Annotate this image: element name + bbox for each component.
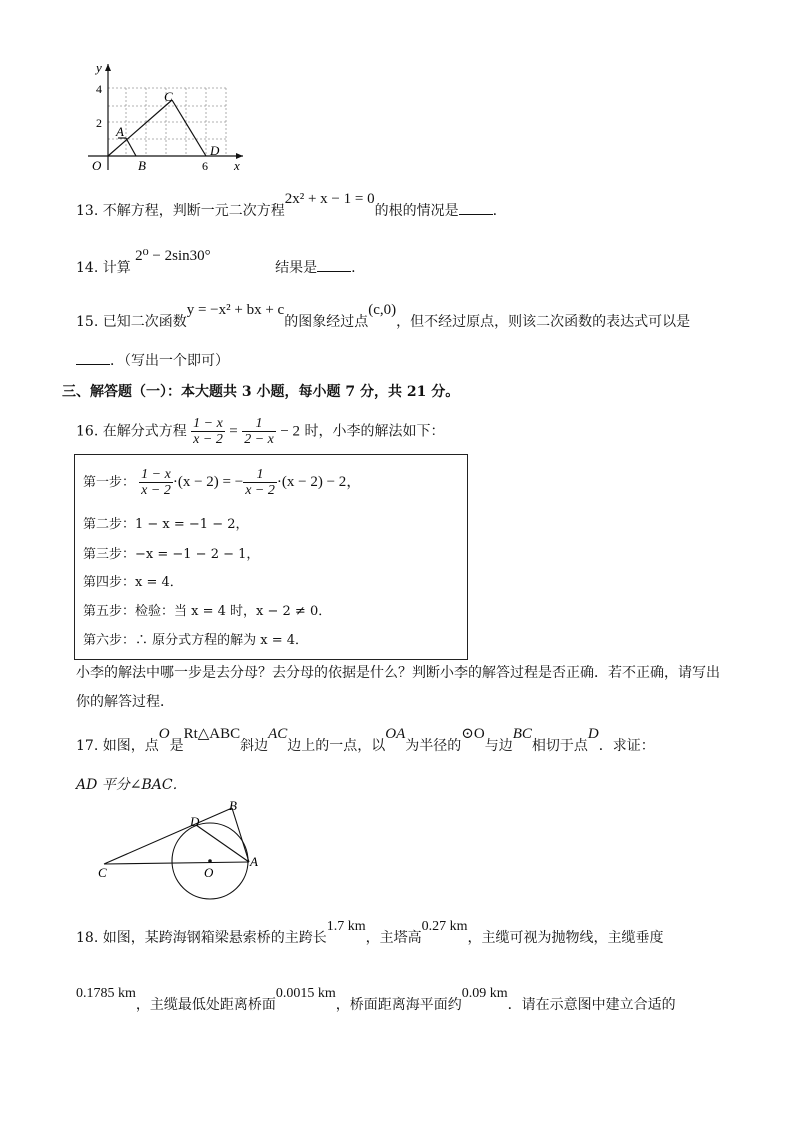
q13-end: . xyxy=(492,203,498,219)
step-1-frac-b-den: x − 2 xyxy=(245,483,275,498)
q18-p2: ，主塔高 xyxy=(365,930,422,946)
tick-6: 6 xyxy=(202,159,208,173)
q16-frac1-den: x − 2 xyxy=(193,432,223,447)
q18-p3: ，主缆可视为抛物线，主缆垂度 xyxy=(467,930,664,946)
q15-point: (c,0) xyxy=(368,302,397,318)
q17-onpoint: 边上的一点，以 xyxy=(287,738,386,754)
step-3: 第三步：−x = −1 − 2 − 1， xyxy=(83,547,260,562)
q18-p6: ．请在示意图中建立合适的 xyxy=(507,997,676,1013)
q16-frac2-den: 2 − x xyxy=(244,432,274,447)
step-5: 第五步：检验：当 x = 4 时，x − 2 ≠ 0． xyxy=(83,604,332,619)
fig-c-label: C xyxy=(98,865,107,880)
q14-suffix: 结果是 xyxy=(275,260,318,276)
q17-prove: ．求证： xyxy=(598,738,655,754)
point-c-label: C xyxy=(164,89,173,104)
tick-2: 2 xyxy=(96,116,102,130)
q17-bc: BC xyxy=(512,726,532,742)
q14-prefix: 14. 计算 xyxy=(76,260,131,276)
question-16-ask-line2: 你的解答过程． xyxy=(76,694,174,710)
q18-low: 0.0015 km xyxy=(275,986,336,1001)
q18-sag: 0.1785 km xyxy=(76,986,136,1001)
q17-radius: 为半径的 xyxy=(405,738,462,754)
q16-prefix: 16. 在解分式方程 xyxy=(76,423,187,440)
q16-frac1-num: 1 − x xyxy=(193,416,223,431)
q15-answer-blank xyxy=(76,350,110,365)
coordinate-figure xyxy=(78,58,258,176)
q16-frac1 xyxy=(191,416,225,447)
q18-deck: 0.09 km xyxy=(461,986,508,1001)
step-1-frac-a-den: x − 2 xyxy=(141,483,171,498)
triangle-circle-figure xyxy=(92,800,272,900)
fig-o-label: O xyxy=(204,865,214,880)
q15-line2-text: ．（写出一个即可） xyxy=(110,353,229,369)
q17-ac: AC xyxy=(268,726,288,742)
q17-hyp: 斜边 xyxy=(240,738,269,754)
question-17-line2: AD 平分∠BAC． xyxy=(76,777,187,793)
step-1-mid: ·(x − 2) = − xyxy=(172,474,244,490)
question-14 xyxy=(76,248,356,278)
step-1-label: 第一步： xyxy=(83,475,136,490)
step-1-frac-a-num: 1 − x xyxy=(141,467,171,482)
q18-p5: ，桥面距离海平面约 xyxy=(335,997,462,1013)
q14-expression: 2⁰ − 2sin30° xyxy=(135,248,211,264)
q17-o: O xyxy=(158,726,170,742)
q15-middle: 的图象经过点 xyxy=(284,314,369,330)
point-a-label: A xyxy=(116,124,124,139)
q18-span: 1.7 km xyxy=(326,919,366,934)
question-15-line2 xyxy=(76,350,229,371)
q15-suffix: ，但不经过原点，则该二次函数的表达式可以是 xyxy=(396,314,691,330)
q16-minus2: − 2 xyxy=(280,423,301,440)
step-1 xyxy=(83,467,361,498)
q13-answer-blank xyxy=(459,200,493,215)
step-4: 第四步：x = 4． xyxy=(83,575,183,590)
fig-d-label: D xyxy=(190,814,200,829)
question-13 xyxy=(76,191,498,221)
q17-d: D xyxy=(587,726,599,742)
q18-tower: 0.27 km xyxy=(421,919,468,934)
point-b-label: B xyxy=(138,158,146,173)
q17-is: 是 xyxy=(169,738,184,754)
point-d-label: D xyxy=(210,143,220,158)
x-axis-label: x xyxy=(234,158,240,173)
q15-function: y = −x² + bx + c xyxy=(186,302,285,318)
section-title: 三、解答题（一）：本大题共 3 小题，每小题 7 分，共 21 分。 xyxy=(62,384,460,400)
question-18 xyxy=(76,919,664,949)
step-6: 第六步：∴ 原分式方程的解为 x = 4． xyxy=(83,633,309,648)
q15-prefix: 15. 已知二次函数 xyxy=(76,314,187,330)
q17-circle: ⊙O xyxy=(461,726,485,742)
tick-4: 4 xyxy=(96,82,102,96)
solution-box xyxy=(74,454,468,660)
q16-eq: = xyxy=(229,423,238,440)
q14-answer-blank xyxy=(317,257,351,272)
question-15 xyxy=(76,302,691,332)
q18-prefix: 18. 如图，某跨海钢箱梁悬索桥的主跨长 xyxy=(76,930,327,946)
q13-prefix: 13. 不解方程，判断一元二次方程 xyxy=(76,203,285,219)
question-16-ask-line1: 小李的解法中哪一步是去分母？去分母的依据是什么？判断小李的解答过程是否正确．若不正确，请写出 xyxy=(76,665,720,681)
question-16 xyxy=(76,416,445,447)
q16-frac2-num: 1 xyxy=(242,416,276,432)
q16-suffix: 时，小李的解法如下： xyxy=(304,423,445,440)
fig-b-label: B xyxy=(229,800,237,813)
q13-equation: 2x² + x − 1 = 0 xyxy=(284,191,375,207)
origin-label: O xyxy=(92,158,102,173)
step-1-frac-b-num: 1 xyxy=(243,467,277,483)
q16-frac2 xyxy=(242,416,276,447)
q17-withside: 与边 xyxy=(484,738,513,754)
q18-p4: ，主缆最低处距离桥面 xyxy=(135,997,276,1013)
y-axis-label: y xyxy=(96,60,102,75)
step-1-frac-a xyxy=(139,467,173,498)
question-17 xyxy=(76,726,655,756)
q17-oa: OA xyxy=(385,726,406,742)
q17-triangle: Rt△ABC xyxy=(183,726,241,742)
step-1-end: ·(x − 2) − 2， xyxy=(276,474,362,490)
question-18-line2 xyxy=(76,986,676,1016)
q17-prefix: 17. 如图，点 xyxy=(76,738,159,754)
fig-a-label: A xyxy=(250,854,258,869)
step-2: 第二步：1 − x = −1 − 2， xyxy=(83,517,249,532)
step-1-frac-b xyxy=(243,467,277,498)
q13-suffix: 的根的情况是 xyxy=(374,203,459,219)
q14-end: . xyxy=(351,260,356,276)
q17-tangent: 相切于点 xyxy=(531,738,588,754)
